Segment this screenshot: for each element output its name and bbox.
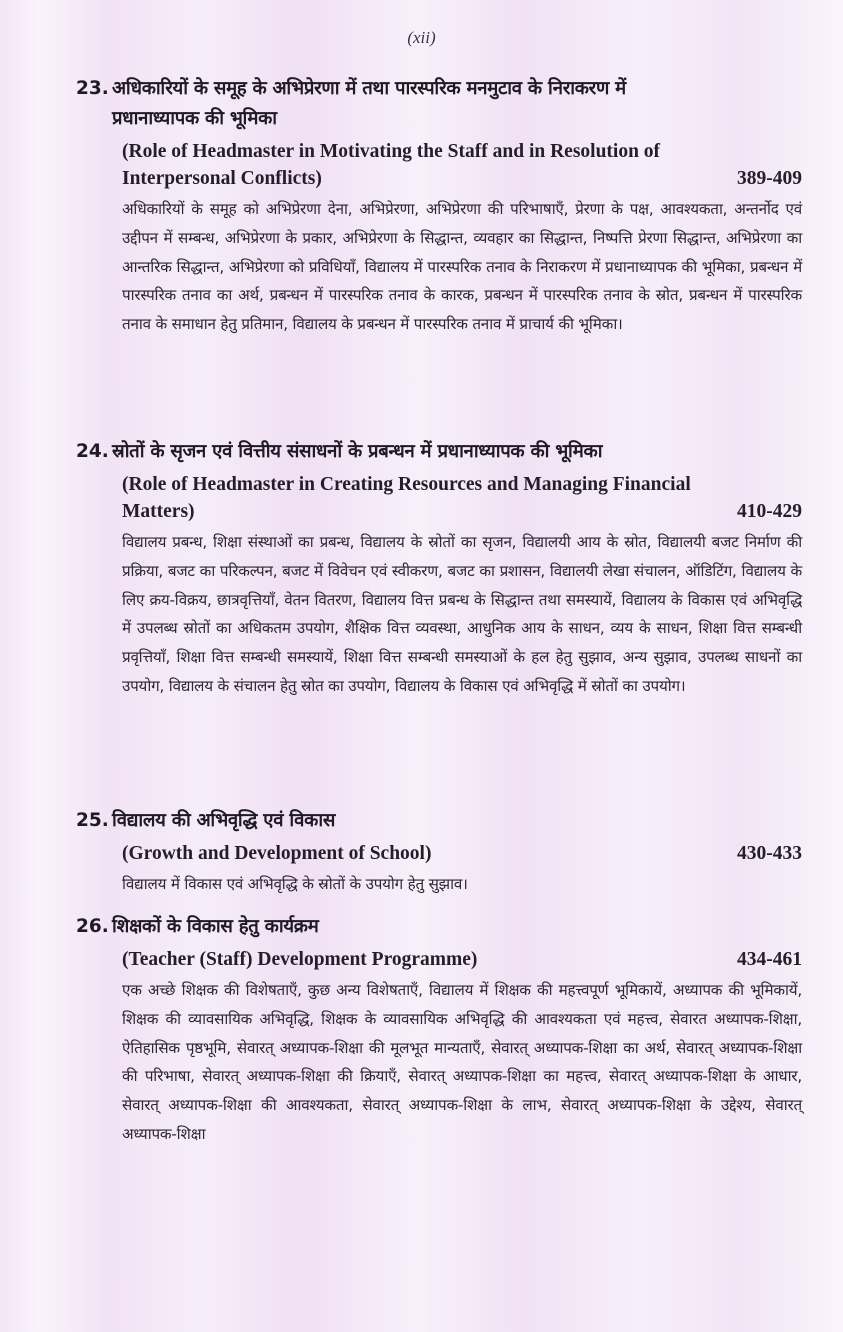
- entry-description: एक अच्छे शिक्षक की विशेषताएँ, कुछ अन्य विशेषताएँ, विद्यालय में शिक्षक की महत्त्वपूर्ण भूमिकायें, अध्यापक की भूमिकायें, शिक्षक की व्यावसायिक अभिवृद्धि, शिक्षक के व्यावसायिक अभिवृद्धि की आवश्यकता एवं महत्त्व, सेवारत अध्यापक-शिक्षा, ऐतिहासिक पृष्ठभूमि, सेवारत् अध्यापक-शिक्षा की मूलभूत मान्यताएँ, सेवारत् अध्यापक-शिक्षा का अर्थ, सेवारत् अध्यापक-शिक्षा की परिभाषा, सेवारत् अध्यापक-शिक्षा की क्रियाएँ, सेवारत् अध्यापक-शिक्षा का महत्त्व, सेवारत् अध्यापक-शिक्षा के आधार, सेवारत् अध्यापक-शिक्षा की आवश्यकता, सेवारत् अध्यापक-शिक्षा के लाभ, सेवारत् अध्यापक-शिक्षा के उद्देश्य, सेवारत् अध्यापक-शिक्षा: [122, 981, 802, 1143]
- entry-number: 26.: [76, 916, 109, 937]
- page-range: 430-433: [737, 843, 802, 864]
- entry-english-title: [122, 138, 802, 192]
- english-title-text: Matters): [122, 501, 195, 522]
- hindi-title-line: प्रधानाध्यापक की भूमिका: [112, 108, 277, 129]
- entry-hindi-title: विद्यालय की अभिवृद्धि एवं विकास: [112, 810, 336, 831]
- entry-hindi-title: शिक्षकों के विकास हेतु कार्यक्रम: [112, 916, 319, 937]
- entry-number: 25.: [76, 810, 109, 831]
- english-title-line: [122, 840, 802, 867]
- toc-entry-26: [76, 912, 802, 1149]
- entry-heading: [76, 74, 802, 134]
- entry-body: [122, 946, 802, 1149]
- entry-heading: [76, 437, 802, 467]
- toc-entry-25: [76, 806, 802, 899]
- english-title-line: [122, 946, 802, 973]
- english-title-line: (Role of Headmaster in Motivating the Staff and in Resolution of: [122, 141, 661, 162]
- page-range: 389-409: [737, 168, 802, 189]
- entry-number: 23.: [76, 78, 109, 99]
- entry-english-title: [122, 946, 802, 973]
- english-title-text: (Teacher (Staff) Development Programme): [122, 949, 478, 970]
- entry-description: विद्यालय प्रबन्ध, शिक्षा संस्थाओं का प्रबन्ध, विद्यालय के स्रोतों का सृजन, विद्यालयी आय के स्रोत, विद्यालयी बजट निर्माण की प्रक्रिया, बजट का परिकल्पन, बजट में विवेचन एवं स्वीकरण, बजट का प्रशासन, विद्यालयी लेखा संचालन, ऑडिटिंग, विद्यालय के लिए क्रय-विक्रय, छात्रवृत्तियाँ, वेतन वितरण, विद्यालय वित्त प्रबन्ध के सिद्धान्त तथा समस्यायें, विद्यालय के विकास एवं अभिवृद्धि में उपलब्ध स्रोतों का अधिकतम उपयोग, शैक्षिक वित्त व्यवस्था, आधुनिक आय के साधन, व्यय के साधन, शिक्षा वित्त सम्बन्धी प्रवृत्तियाँ, शिक्षा वित्त सम्बन्धी समस्यायें, शिक्षा वित्त सम्बन्धी समस्याओं के हल हेतु सुझाव, अन्य सुझाव, उपलब्ध साधनों का उपयोग, विद्यालय के संचालन हेतु स्रोत का उपयोग, विद्यालय के विकास एवं अभिवृद्धि में स्रोतों का उपयोग।: [122, 533, 802, 695]
- page-folio: (xii): [407, 28, 436, 47]
- entry-description: अधिकारियों के समूह को अभिप्रेरणा देना, अभिप्रेरणा, अभिप्रेरणा की परिभाषाएँ, प्रेरणा के पक्ष, आवश्यकता, अन्तर्नोद एवं उद्दीपन में सम्बन्ध, अभिप्रेरणा के प्रकार, अभिप्रेरणा के सिद्धान्त, व्यवहार का सिद्धान्त, निष्पत्ति प्रेरणा सिद्धान्त, अभिप्रेरणा का आन्तरिक सिद्धान्त, अभिप्रेरणा को प्रविधियाँ, विद्यालय में पारस्परिक तनाव के निराकरण में प्रधानाध्यापक की भूमिका, प्रबन्धन में पारस्परिक तनाव का अर्थ, प्रबन्धन में पारस्परिक तनाव के कारक, प्रबन्धन में पारस्परिक तनाव के स्रोत, प्रबन्धन में पारस्परिक तनाव के समाधान हेतु प्रतिमान, विद्यालय के प्रबन्धन में पारस्परिक तनाव में प्राचार्य की भूमिका।: [122, 200, 802, 334]
- entry-heading: [76, 912, 802, 942]
- entry-body: [122, 840, 802, 899]
- toc-entry-23: [76, 74, 802, 339]
- entry-body: [122, 138, 802, 339]
- english-title-text: Interpersonal Conflicts): [122, 168, 322, 189]
- entry-english-title: [122, 471, 802, 525]
- entry-body: [122, 471, 802, 701]
- entry-english-title: [122, 840, 802, 867]
- hindi-title-line: अधिकारियों के समूह के अभिप्रेरणा में तथा पारस्परिक मनमुटाव के निराकरण में: [112, 78, 626, 99]
- entry-heading: [76, 806, 802, 836]
- english-title-line: [122, 498, 802, 525]
- english-title-text: (Growth and Development of School): [122, 843, 432, 864]
- page-range: 434-461: [737, 949, 802, 970]
- english-title-line: [122, 165, 802, 192]
- toc-entry-24: [76, 437, 802, 701]
- entry-hindi-title: [112, 74, 802, 134]
- page-range: 410-429: [737, 501, 802, 522]
- entry-number: 24.: [76, 441, 109, 462]
- entry-description: विद्यालय में विकास एवं अभिवृद्धि के स्रोतों के उपयोग हेतु सुझाव।: [122, 875, 468, 893]
- english-title-line: (Role of Headmaster in Creating Resources and Managing Financial: [122, 474, 691, 495]
- entry-hindi-title: स्रोतों के सृजन एवं वित्तीय संसाधनों के प्रबन्धन में प्रधानाध्यापक की भूमिका: [112, 441, 603, 462]
